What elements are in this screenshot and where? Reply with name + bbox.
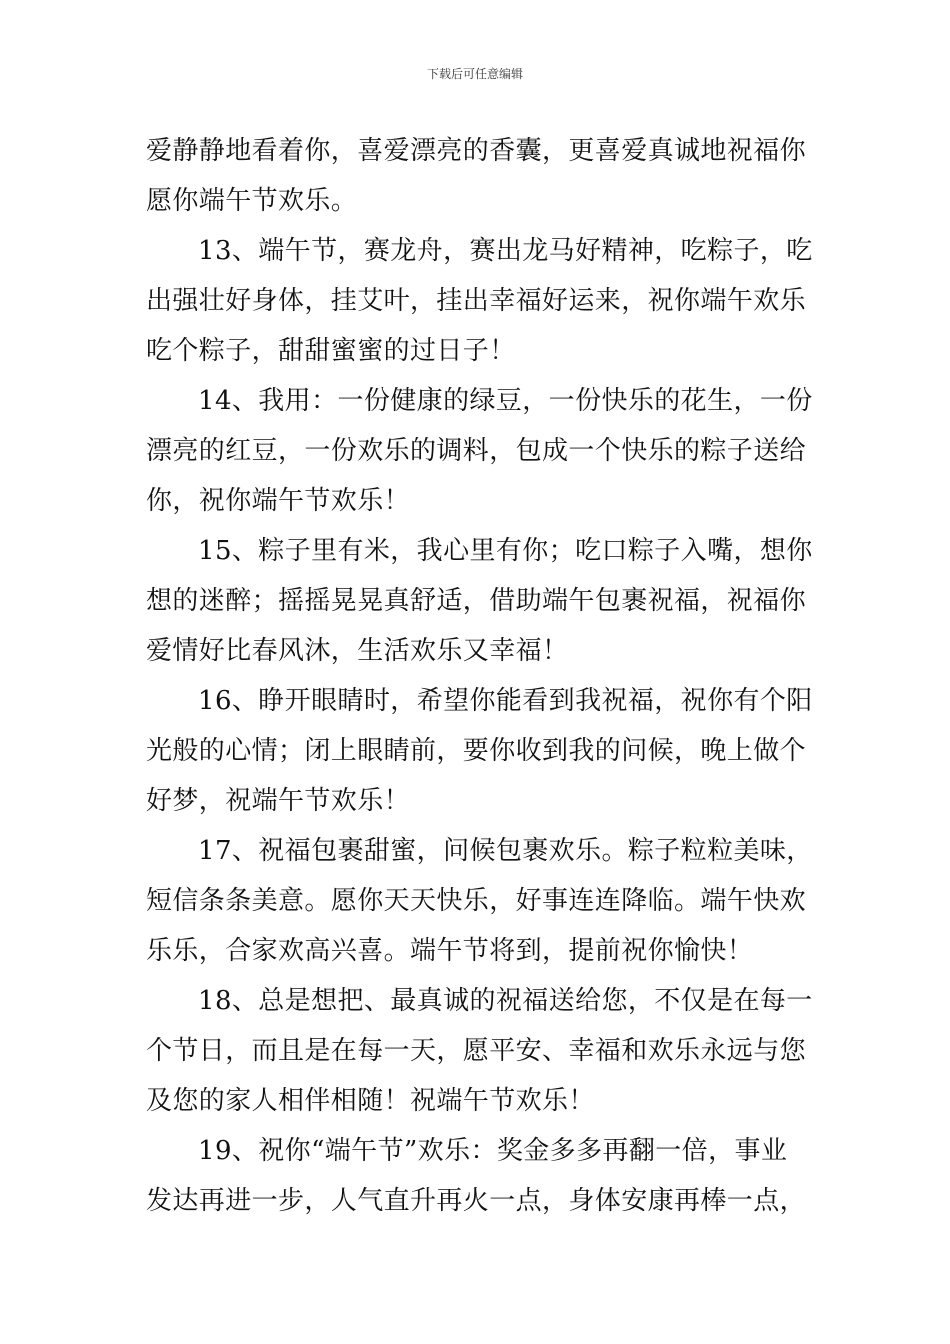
paragraph-19-line: 19、祝你“端午节”欢乐：奖金多多再翻一倍，事业 — [198, 1136, 788, 1166]
page-header: 下载后可任意编辑 — [426, 67, 523, 81]
paragraph-18-line: 18、总是想把、最真诚的祝福送给您，不仅是在每一 — [198, 986, 813, 1016]
text-line: 你，祝你端午节欢乐！ — [146, 486, 411, 516]
text-line: 好梦，祝端午节欢乐！ — [146, 786, 411, 816]
document-body — [146, 126, 813, 1226]
text-line: 乐乐，合家欢高兴喜。端午节将到，提前祝你愉快！ — [146, 936, 754, 966]
text-line: 吃个粽子，甜甜蜜蜜的过日子！ — [146, 336, 516, 366]
paragraph-13-line: 13、端午节，赛龙舟，赛出龙马好精神，吃粽子，吃 — [198, 236, 813, 266]
text-line: 发达再进一步，人气直升再火一点，身体安康再棒一点， — [146, 1186, 807, 1216]
text-line: 个节日，而且是在每一天，愿平安、幸福和欢乐永远与您 — [146, 1036, 807, 1066]
text-line: 愿你端午节欢乐。 — [146, 186, 358, 216]
text-line: 出强壮好身体，挂艾叶，挂出幸福好运来，祝你端午欢乐 — [146, 286, 807, 316]
text-line: 爱静静地看着你，喜爱漂亮的香囊，更喜爱真诚地祝福你 — [146, 136, 807, 166]
paragraph-16-line: 16、睁开眼睛时，希望你能看到我祝福，祝你有个阳 — [198, 686, 813, 716]
text-line: 及您的家人相伴相随！祝端午节欢乐！ — [146, 1086, 595, 1116]
text-line: 想的迷醉；摇摇晃晃真舒适，借助端午包裹祝福，祝福你 — [146, 586, 807, 616]
text-line: 爱情好比春风沐，生活欢乐又幸福！ — [146, 636, 569, 666]
paragraph-17-line: 17、祝福包裹甜蜜，问候包裹欢乐。粽子粒粒美味， — [198, 836, 813, 866]
paragraph-14-line: 14、我用：一份健康的绿豆，一份快乐的花生，一份 — [198, 386, 813, 416]
text-line: 漂亮的红豆，一份欢乐的调料，包成一个快乐的粽子送给 — [146, 436, 807, 466]
text-line: 光般的心情；闭上眼睛前，要你收到我的问候，晚上做个 — [146, 736, 807, 766]
text-line: 短信条条美意。愿你天天快乐，好事连连降临。端午快欢 — [146, 886, 807, 916]
paragraph-15-line: 15、粽子里有米，我心里有你；吃口粽子入嘴，想你 — [198, 536, 813, 566]
